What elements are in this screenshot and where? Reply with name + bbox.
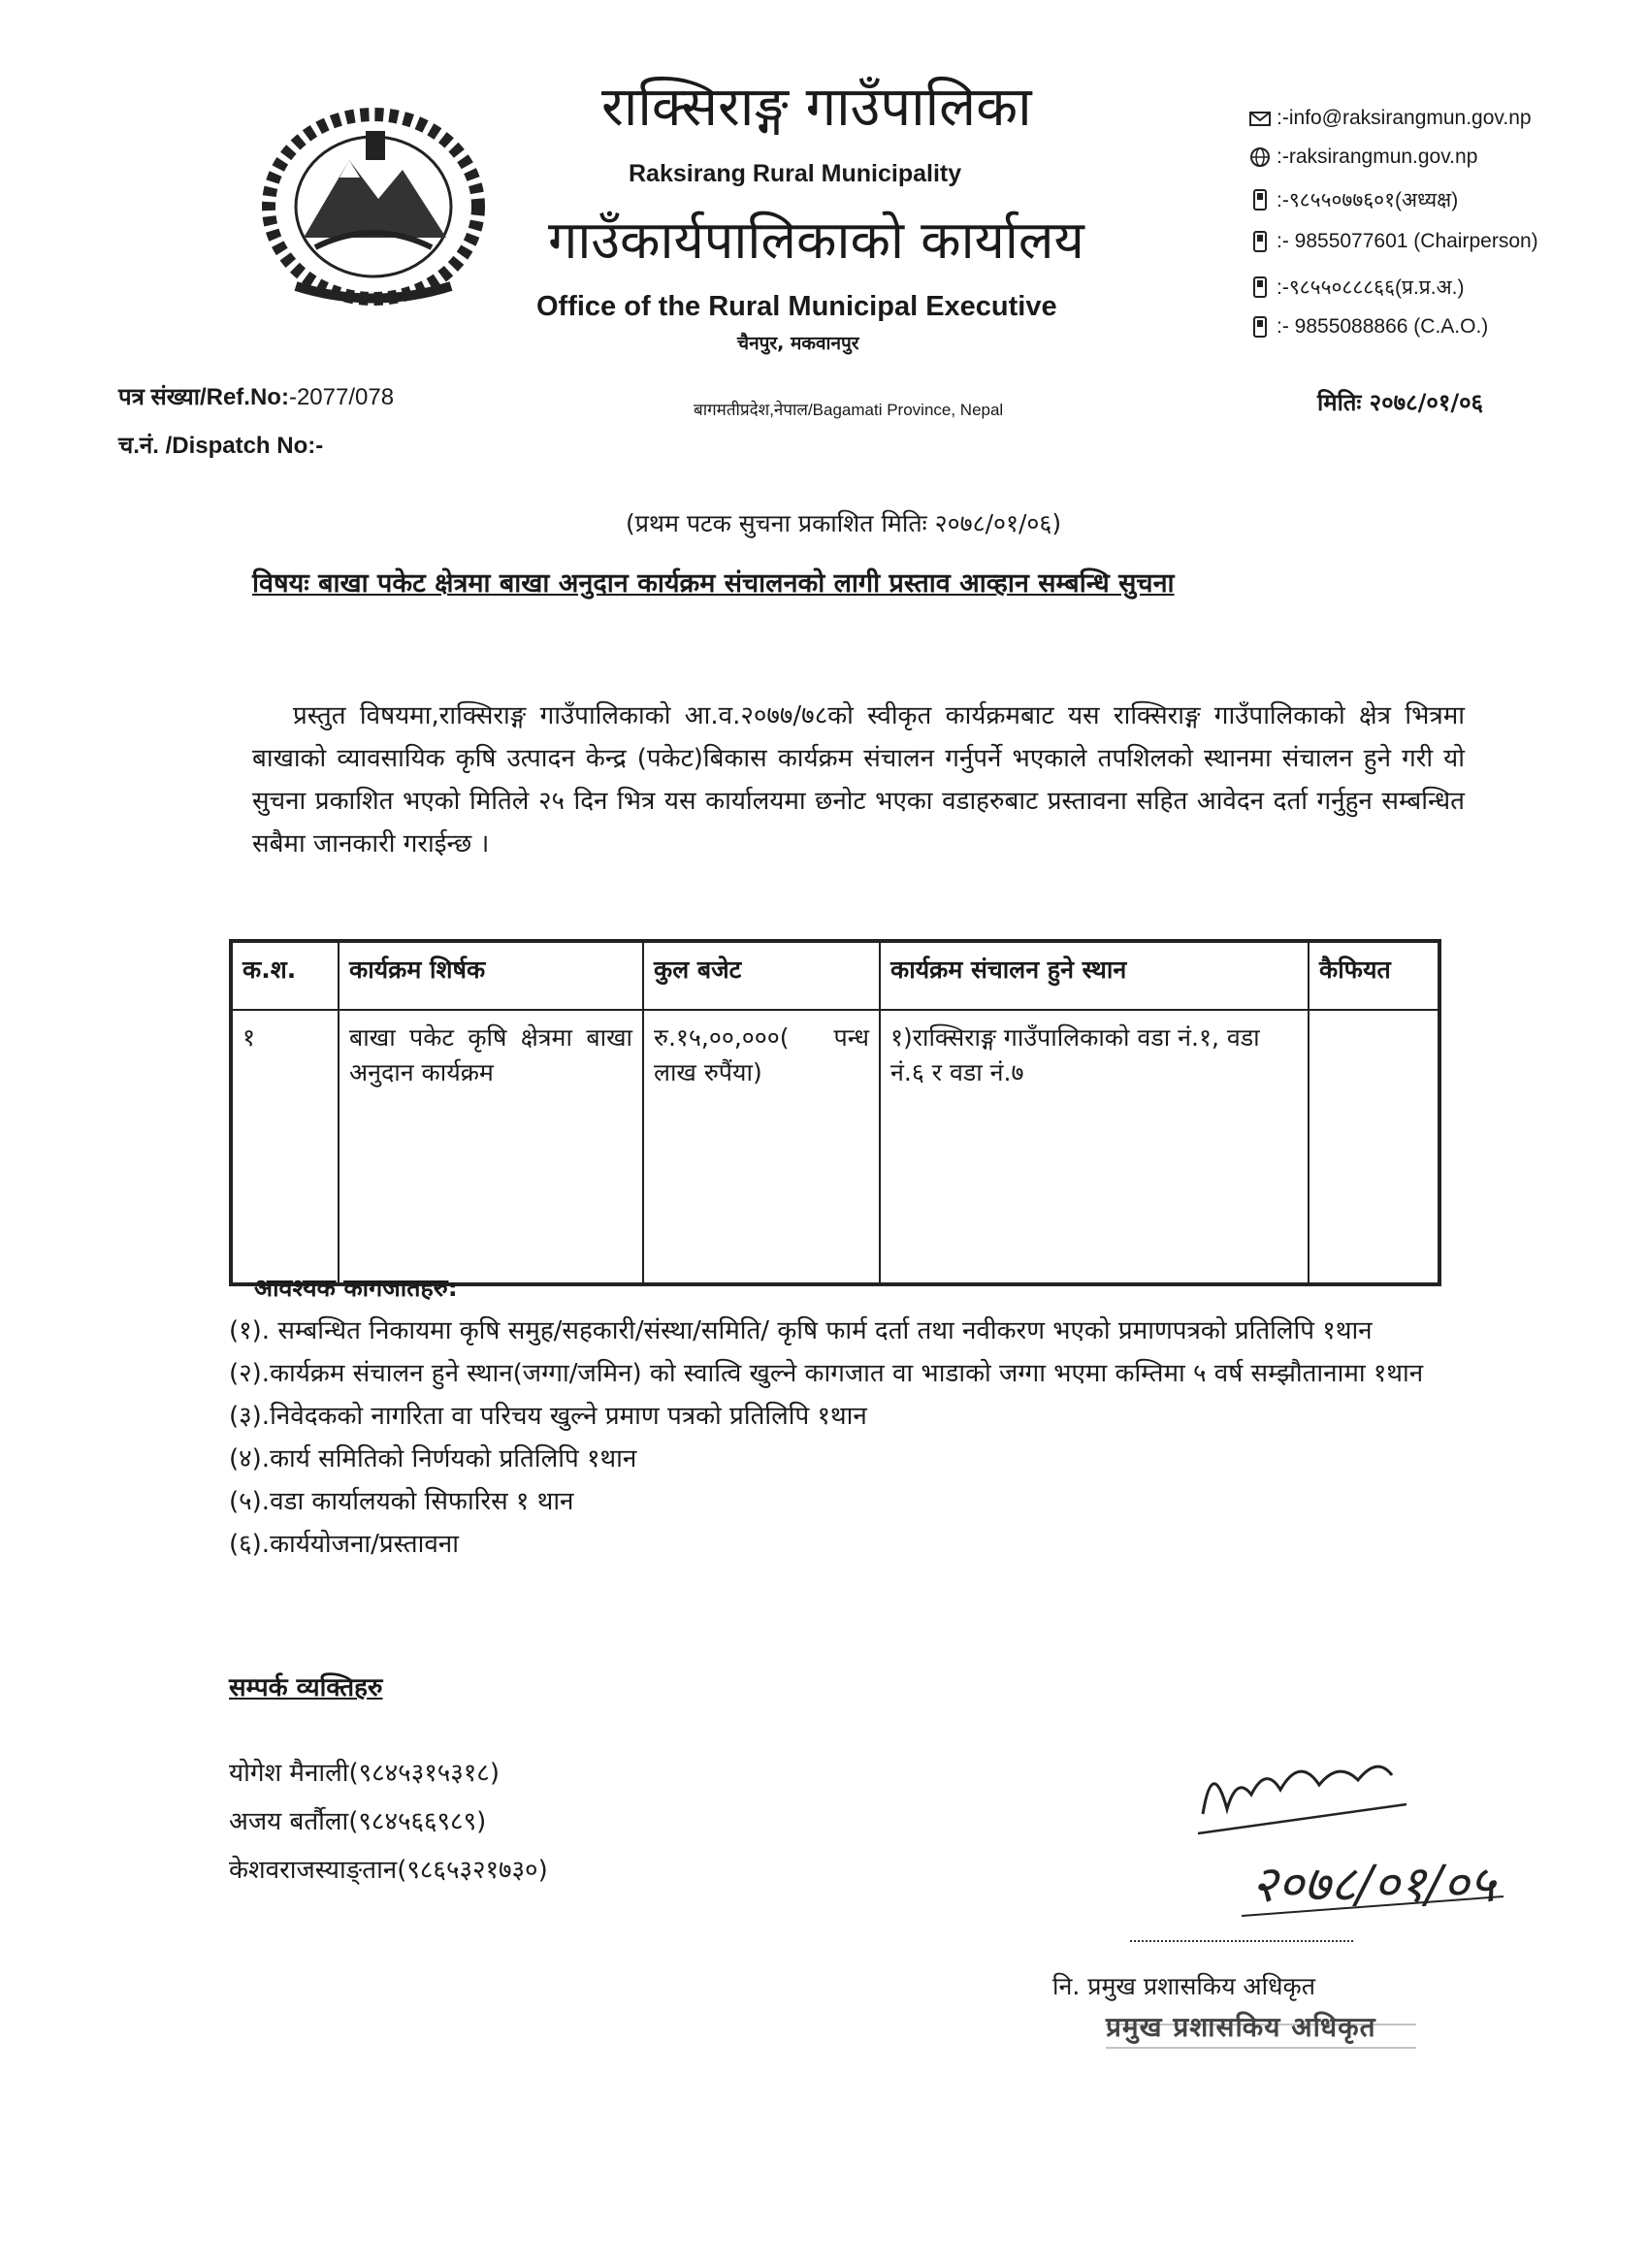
officer-stamp: प्रमुख प्रशासकिय अधिकृत (1106, 2011, 1376, 2043)
list-item: (१). सम्बन्धित निकायमा कृषि समुह/सहकारी/संस्था/समिति/ कृषि फार्म दर्ता तथा नवीकरण भएको प्रमाणपत्रको प्रतिलिपि १थान (229, 1316, 1373, 1345)
municipality-name-english: Raksirang Rural Municipality (629, 160, 962, 187)
list-item: (५).वडा कार्यालयको सिफारिस १ थान (229, 1487, 574, 1516)
list-item: (६).कार्ययोजना/प्रस्तावना (229, 1530, 459, 1559)
program-table (229, 939, 1441, 1286)
nepal-emblem-logo (257, 102, 490, 310)
address-nepali: चैनपुर, मकवानपुर (737, 333, 859, 354)
municipality-name-nepali: राक्सिराङ्ग गाउँपालिका (601, 76, 1032, 139)
contact-person: अजय बर्तौला(९८४५६६९८९) (229, 1807, 487, 1836)
list-item: (३).निवेदकको नागरिता वा परिचय खुल्ने प्रमाण पत्रको प्रतिलिपि १थान (229, 1402, 867, 1431)
phone-chair-nepali: :-९८५५०७७६०१(अध्यक्ष) (1277, 189, 1459, 211)
table-header-row (232, 942, 1439, 1010)
notice-subject: विषयः बाखा पकेट क्षेत्रमा बाखा अनुदान कार्यक्रम संचालनको लागी प्रस्ताव आव्हान सम्बन्धि सुचना (252, 568, 1175, 599)
handwritten-signature (1183, 1736, 1533, 1940)
contact-phone-cao-np (1249, 274, 1464, 301)
phone-icon (1249, 276, 1271, 298)
office-name-english: Office of the Rural Municipal Executive (536, 291, 1057, 322)
cell-serial: १ (232, 1010, 339, 1283)
cell-program-title: बाखा पकेट कृषि क्षेत्रमा बाखा अनुदान कार्यक्रम (339, 1010, 643, 1283)
contact-person: योगेश मैनाली(९८४५३१५३१८) (229, 1759, 500, 1788)
signature-line (1130, 1940, 1353, 1942)
contact-persons-heading: सम्पर्क व्यक्तिहरु (229, 1673, 383, 1702)
reference-number (118, 380, 394, 412)
phone-chair-english: :- 9855077601 (Chairperson) (1277, 230, 1538, 252)
officer-title: नि. प्रमुख प्रशासकिय अधिकृत (1052, 1972, 1315, 2000)
required-documents-list (229, 1310, 1451, 1566)
contact-person: केशवराजस्याङ्तान(९८६५३२१७३०) (229, 1856, 548, 1885)
email-text: :-info@raksirangmun.gov.np (1277, 107, 1532, 129)
website-text: :-raksirangmun.gov.np (1277, 146, 1478, 168)
contact-phone-chair-en (1249, 230, 1538, 253)
ref-value: -2077/078 (288, 384, 395, 410)
contact-phone-cao-en (1249, 315, 1488, 339)
table-row (232, 1010, 1439, 1283)
globe-icon (1249, 146, 1271, 168)
phone-icon (1249, 231, 1271, 252)
header-remarks: कैफियत (1309, 942, 1439, 1010)
header-serial: क.श. (232, 942, 339, 1010)
phone-cao-english: :- 9855088866 (C.A.O.) (1277, 315, 1489, 338)
phone-icon (1249, 189, 1271, 211)
cell-budget: रु.१५,००,०००( पन्ध लाख रुपैंया) (643, 1010, 880, 1283)
contact-email (1249, 107, 1532, 130)
header-location: कार्यक्रम संचालन हुने स्थान (880, 942, 1309, 1010)
header-program-title: कार्यक्रम शिर्षक (339, 942, 643, 1010)
contact-website (1249, 146, 1477, 169)
list-item: (२).कार्यक्रम संचालन हुने स्थान(जग्गा/जमिन) को स्वात्वि खुल्ने कागजात वा भाडाको जग्गा भएमा कम्तिमा ५ वर्ष सम्झौतानामा १थान (229, 1359, 1424, 1388)
email-icon (1249, 108, 1271, 129)
letter-date: मितिः २०७८/०१/०६ (1317, 389, 1484, 416)
list-item: (४).कार्य समितिको निर्णयको प्रतिलिपि १थान (229, 1444, 637, 1474)
phone-cao-nepali: :-९८५५०८८८६६(प्र.प्र.अ.) (1277, 276, 1465, 299)
header-total-budget: कुल बजेट (643, 942, 880, 1010)
office-name-nepali: गाउँकार्यपालिकाको कार्यालय (548, 210, 1084, 271)
first-publication-date: (प्रथम पटक सुचना प्रकाशित मितिः २०७८/०१/०६) (626, 509, 1062, 537)
signature-date: २०७८/०१/०५ (1251, 1856, 1496, 1914)
cell-remarks (1309, 1010, 1439, 1283)
contact-phone-chair-np (1249, 186, 1458, 213)
phone-icon (1249, 316, 1271, 338)
required-documents-heading: आवश्यक कागजातहरु: (254, 1274, 458, 1302)
address-province: बागमतीप्रदेश,नेपाल/Bagamati Province, Nepal (694, 401, 1004, 419)
cell-location: १)राक्सिराङ्ग गाउँपालिकाको वडा नं.१, वडा नं.६ र वडा नं.७ (880, 1010, 1309, 1283)
notice-body: प्रस्तुत विषयमा,राक्सिराङ्ग गाउँपालिकाको आ.व.२०७७/७८को स्वीकृत कार्यक्रमबाट यस राक्सिराङ्ग गाउँपालिकाको क्षेत्र भित्रमा बाखाको व्यावसायिक कृषि उत्पादन केन्द्र (पकेट)बिकास कार्यक्रम संचालन गर्नुपर्ने भएकाले तपशिलको स्थानमा संचालन हुने गरी यो सुचना प्रकाशित भएको मितिले २५ दिन भित्र यस कार्यालयमा छनोट भएका वडाहरुबाट प्रस्तावना सहित आवेदन दर्ता गर्नुहुन सम्बन्धित सबैमा जानकारी गराईन्छ । (252, 701, 1465, 859)
ref-label: पत्र संख्या/Ref.No: (118, 384, 289, 410)
dispatch-number: च.नं. /Dispatch No:- (118, 433, 324, 459)
